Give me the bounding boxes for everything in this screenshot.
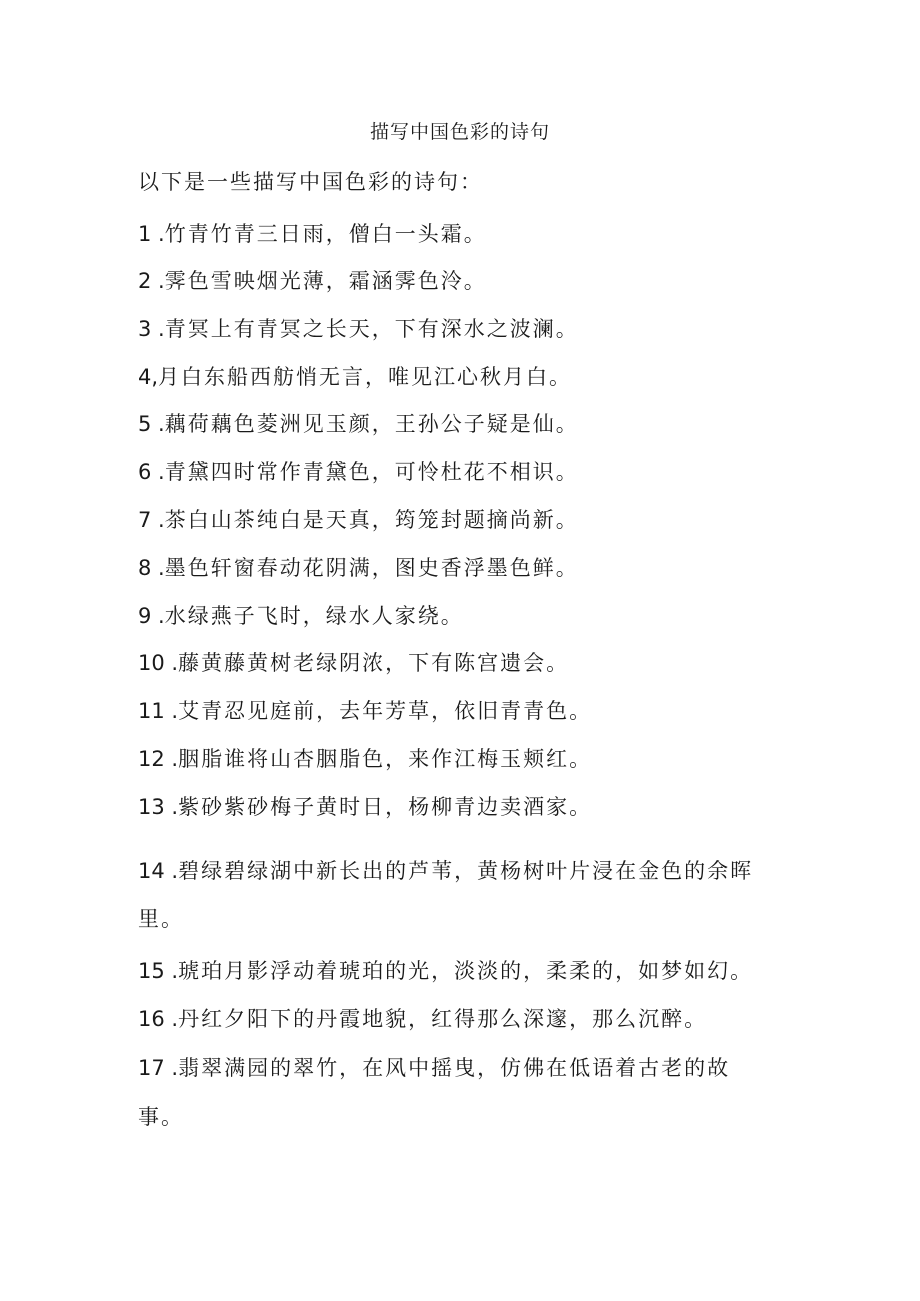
line-number: 14 . bbox=[138, 859, 179, 883]
poem-line-17-continued bbox=[138, 1102, 184, 1132]
line-number: 8 . bbox=[138, 556, 165, 580]
poem-line-4 bbox=[138, 362, 572, 392]
line-number: 9 . bbox=[138, 604, 165, 628]
poem-line-13 bbox=[138, 792, 592, 822]
line-number: 3 . bbox=[138, 317, 165, 341]
poem-line-14 bbox=[138, 856, 753, 886]
line-text: 青黛四时常作青黛色，可怜杜花不相识。 bbox=[164, 460, 579, 484]
line-text: 丹红夕阳下的丹霞地貌，红得那么深邃，那么沉醉。 bbox=[178, 1007, 708, 1031]
line-text: 霁色雪映烟光薄，霜涵霁色泠。 bbox=[164, 269, 487, 293]
line-number: 16 . bbox=[138, 1007, 179, 1031]
poem-line-12 bbox=[138, 744, 592, 774]
line-text: 茶白山茶纯白是天真，筠笼封题摘尚新。 bbox=[164, 508, 579, 532]
line-number: 5 . bbox=[138, 412, 165, 436]
document-title: 描写中国色彩的诗句 bbox=[369, 121, 550, 143]
line-text: 琥珀月影浮动着琥珀的光，淡淡的，柔柔的，如梦如幻。 bbox=[178, 959, 754, 983]
line-number: 1 . bbox=[138, 222, 165, 246]
poem-line-8 bbox=[138, 553, 579, 583]
line-number: 12 . bbox=[138, 747, 179, 771]
line-number: 13 . bbox=[138, 795, 179, 819]
poem-line-9 bbox=[138, 601, 464, 631]
poem-line-11 bbox=[138, 696, 592, 726]
line-number: 4, bbox=[138, 365, 159, 389]
line-text: 藕荷藕色菱洲见玉颜，王孙公子疑是仙。 bbox=[164, 412, 579, 436]
poem-line-16 bbox=[138, 1004, 707, 1034]
poem-line-1 bbox=[138, 219, 487, 249]
line-text: 墨色轩窗春动花阴满，图史香浮墨色鲜。 bbox=[164, 556, 579, 580]
line-text: 翡翠满园的翠竹，在风中摇曳，仿佛在低语着古老的故 bbox=[178, 1056, 731, 1080]
line-text: 月白东船西舫悄无言，唯见江心秋月白。 bbox=[158, 365, 573, 389]
line-number: 17 . bbox=[138, 1056, 179, 1080]
line-number: 10 . bbox=[138, 651, 179, 675]
poem-line-17 bbox=[138, 1053, 730, 1083]
poem-line-2 bbox=[138, 266, 487, 296]
poem-line-15 bbox=[138, 956, 753, 986]
line-text: 竹青竹青三日雨，僧白一头霜。 bbox=[164, 222, 487, 246]
line-number: 6 . bbox=[138, 460, 165, 484]
line-text: 碧绿碧绿湖中新长出的芦苇，黄杨树叶片浸在金色的余晖 bbox=[178, 859, 754, 883]
intro-paragraph: 以下是一些描写中国色彩的诗句： bbox=[138, 170, 483, 194]
poem-line-3 bbox=[138, 314, 579, 344]
poem-line-14-continued bbox=[138, 904, 184, 934]
poem-line-6 bbox=[138, 457, 579, 487]
line-number: 2 . bbox=[138, 269, 165, 293]
line-number: 11 . bbox=[138, 699, 179, 723]
poem-line-10 bbox=[138, 648, 569, 678]
line-number: 15 . bbox=[138, 959, 179, 983]
line-text: 紫砂紫砂梅子黄时日，杨柳青边卖酒家。 bbox=[178, 795, 593, 819]
line-number: 7 . bbox=[138, 508, 165, 532]
poem-line-7 bbox=[138, 505, 579, 535]
line-text: 水绿燕子飞时，绿水人家绕。 bbox=[164, 604, 464, 628]
line-text: 青冥上有青冥之长天，下有深水之波澜。 bbox=[164, 317, 579, 341]
line-text: 藤黄藤黄树老绿阴浓，下有陈宫遗会。 bbox=[178, 651, 570, 675]
line-text: 胭脂谁将山杏胭脂色，来作江梅玉颊红。 bbox=[178, 747, 593, 771]
poem-line-5 bbox=[138, 409, 579, 439]
line-text: 事。 bbox=[138, 1105, 184, 1129]
line-text: 艾青忍见庭前，去年芳草，依旧青青色。 bbox=[178, 699, 593, 723]
line-text: 里。 bbox=[138, 907, 184, 931]
